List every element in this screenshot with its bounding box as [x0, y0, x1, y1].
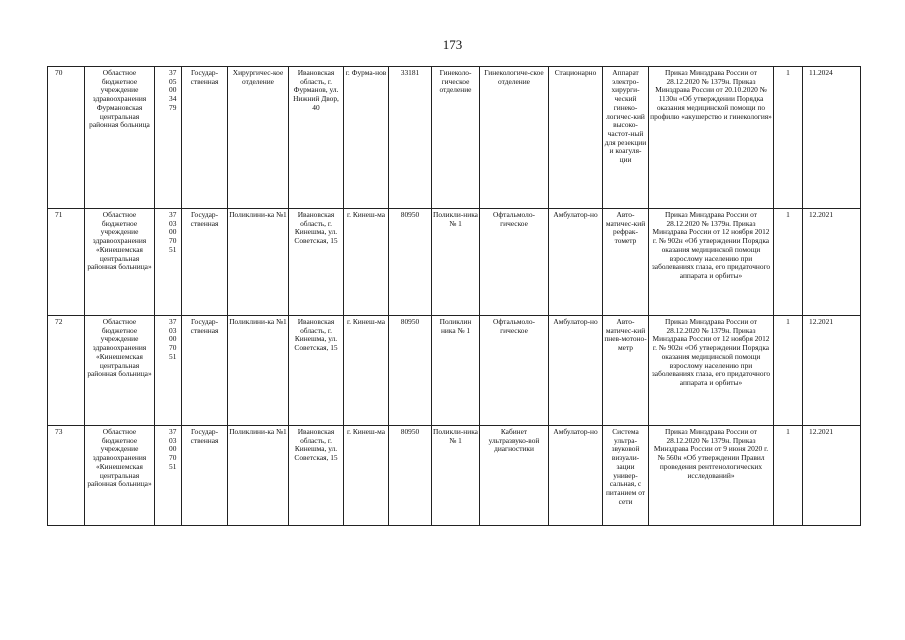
address: Ивановская область, г. Кинешма, ул. Советская, 15: [289, 209, 344, 316]
due-date: 12.2021: [803, 209, 861, 316]
table-row: [48, 209, 861, 316]
profile: Офтальмоло-гическое: [480, 209, 549, 316]
row-number: 70: [48, 67, 85, 209]
settlement: г. Кинеш-ма: [344, 209, 389, 316]
equipment-name: Авто-матичес-кий рефрак-тометр: [603, 209, 649, 316]
department-name: Поликлини-ка №1: [228, 316, 289, 426]
page-number: 173: [442, 37, 463, 52]
regulatory-order: Приказ Минздрава России от 28.12.2020 № 1379н. Приказ Минздрава России от 20.10.2020 № 1130н «Об утверждении Порядка оказания медицинской помощи по профилю «акушерство и гинекология»: [649, 67, 774, 209]
equipment-name: Авто-матичес-кий пнев-мотоно-метр: [603, 316, 649, 426]
inn-code: 3703 0070 51: [155, 426, 182, 526]
row-number: 72: [48, 316, 85, 426]
unit-name: Поликлин ника № 1: [432, 316, 480, 426]
due-date: 12.2021: [803, 316, 861, 426]
inn-code: 3703 0070 51: [155, 316, 182, 426]
ownership-type: Государ-ственная: [182, 67, 228, 209]
table-row: [48, 316, 861, 426]
organization-name: Областное бюджетное учреждение здравоохранения «Кинешемская центральная районная больница»: [85, 209, 155, 316]
settlement: г. Кинеш-ма: [344, 316, 389, 426]
table-row: [48, 67, 861, 209]
address: Ивановская область, г. Кинешма, ул. Советская, 15: [289, 316, 344, 426]
department-name: Хирургичес-кое отделение: [228, 67, 289, 209]
unit-name: Поликли-ника № 1: [432, 426, 480, 526]
care-conditions: Амбулатор-но: [549, 316, 603, 426]
ownership-type: Государ-ственная: [182, 426, 228, 526]
unit-name: Гинеколо-гическое отделение: [432, 67, 480, 209]
profile: Гинекологиче-ское отделение: [480, 67, 549, 209]
address: Ивановская область, г. Кинешма, ул. Советская, 15: [289, 426, 344, 526]
organization-name: Областное бюджетное учреждение здравоохранения «Кинешемская центральная районная больница»: [85, 426, 155, 526]
profile: Офтальмоло-гическое: [480, 316, 549, 426]
quantity: 1: [774, 209, 803, 316]
organization-name: Областное бюджетное учреждение здравоохранения Фурмановская центральная районная больница: [85, 67, 155, 209]
care-conditions: Амбулатор-но: [549, 209, 603, 316]
settlement: г. Кинеш-ма: [344, 426, 389, 526]
oktmo-code: 80950: [389, 209, 432, 316]
oktmo-code: 33181: [389, 67, 432, 209]
ownership-type: Государ-ственная: [182, 316, 228, 426]
table-row: [48, 426, 861, 526]
equipment-name: Аппарат электро-хирурги-ческий гинеко-логичес-кий высоко-частот-ный для резекции и коагуля-ции: [603, 67, 649, 209]
settlement: г. Фурма-нов: [344, 67, 389, 209]
regulatory-order: Приказ Минздрава России от 28.12.2020 № 1379н. Приказ Минздрава России от 12 ноября 2012 г. № 902н «Об утверждении Порядка оказания медицинской помощи взрослому населению при заболеваниях глаза, его придаточного аппарата и орбиты»: [649, 316, 774, 426]
quantity: 1: [774, 316, 803, 426]
row-number: 73: [48, 426, 85, 526]
quantity: 1: [774, 426, 803, 526]
profile: Кабинет ультразвуко-вой диагностики: [480, 426, 549, 526]
care-conditions: Амбулатор-но: [549, 426, 603, 526]
equipment-name: Система ультра-звуковой визуали-зации универ-сальная, с питанием от сети: [603, 426, 649, 526]
unit-name: Поликли-ника № 1: [432, 209, 480, 316]
oktmo-code: 80950: [389, 426, 432, 526]
regulatory-order: Приказ Минздрава России от 28.12.2020 № 1379н. Приказ Минздрава России от 9 июня 2020 г. № 560н «Об утверждении Правил проведения рентгенологических исследований»: [649, 426, 774, 526]
row-number: 71: [48, 209, 85, 316]
quantity: 1: [774, 67, 803, 209]
equipment-table: [47, 66, 861, 526]
organization-name: Областное бюджетное учреждение здравоохранения «Кинешемская центральная районная больница»: [85, 316, 155, 426]
care-conditions: Стационарно: [549, 67, 603, 209]
address: Ивановская область, г. Фурманов, ул. Нижний Двор, 40: [289, 67, 344, 209]
inn-code: 3705 0034 79: [155, 67, 182, 209]
regulatory-order: Приказ Минздрава России от 28.12.2020 № 1379н. Приказ Минздрава России от 12 ноября 2012 г. № 902н «Об утверждении Порядка оказания медицинской помощи взрослому населению при заболеваниях глаза, его придаточного аппарата и орбиты»: [649, 209, 774, 316]
oktmo-code: 80950: [389, 316, 432, 426]
department-name: Поликлини-ка №1: [228, 209, 289, 316]
department-name: Поликлини-ка №1: [228, 426, 289, 526]
due-date: 12.2021: [803, 426, 861, 526]
inn-code: 3703 0070 51: [155, 209, 182, 316]
due-date: 11.2024: [803, 67, 861, 209]
ownership-type: Государ-ственная: [182, 209, 228, 316]
